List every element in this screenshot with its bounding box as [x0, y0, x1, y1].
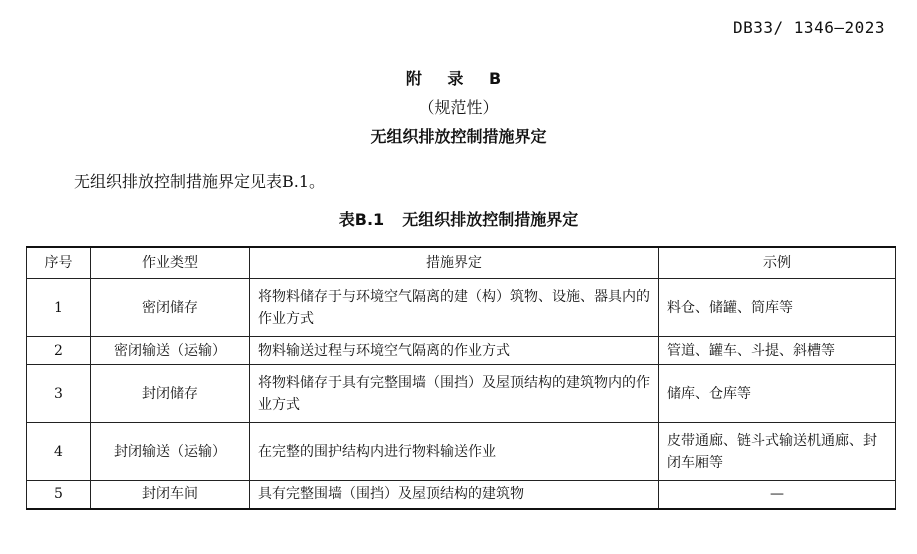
cell-no: 5: [27, 481, 91, 509]
cell-no: 2: [27, 337, 91, 365]
appendix-subtitle: 无组织排放控制措施界定: [370, 127, 547, 146]
header-example: 示例: [659, 247, 896, 279]
table-row: [27, 279, 896, 337]
measures-table: [26, 246, 896, 510]
cell-example: 储库、仓库等: [659, 365, 896, 423]
cell-example: 料仓、储罐、筒库等: [659, 279, 896, 337]
table-row: [27, 337, 896, 365]
cell-example: 皮带通廊、链斗式输送机通廊、封闭车厢等: [659, 423, 896, 481]
cell-definition: 具有完整围墙（围挡）及屋顶结构的建筑物: [250, 481, 659, 509]
cell-definition: 将物料储存于与环境空气隔离的建（构）筑物、设施、器具内的作业方式: [250, 279, 659, 337]
table-caption: [0, 207, 917, 230]
cell-no: 3: [27, 365, 91, 423]
table-row: [27, 423, 896, 481]
header-type: 作业类型: [91, 247, 250, 279]
cell-no: 1: [27, 279, 91, 337]
table-row: [27, 365, 896, 423]
header-definition: 措施界定: [250, 247, 659, 279]
cell-definition: 物料输送过程与环境空气隔离的作业方式: [250, 337, 659, 365]
cell-example: 管道、罐车、斗提、斜槽等: [659, 337, 896, 365]
document-code: DB33/ 1346—2023: [733, 18, 885, 37]
cell-example: —: [659, 481, 896, 509]
table-caption-number: 表B.1: [338, 210, 385, 229]
cell-type: 封闭车间: [91, 481, 250, 509]
appendix-nature: （规范性）: [418, 98, 499, 117]
cell-type: 封闭储存: [91, 365, 250, 423]
cell-type: 密闭输送（运输）: [91, 337, 250, 365]
table-caption-title: 无组织排放控制措施界定: [402, 210, 579, 229]
header-no: 序号: [27, 247, 91, 279]
cell-no: 4: [27, 423, 91, 481]
appendix-title: 附 录 B: [405, 69, 512, 88]
intro-paragraph: 无组织排放控制措施界定见表B.1。: [74, 172, 326, 191]
cell-definition: 将物料储存于具有完整围墙（围挡）及屋顶结构的建筑物内的作业方式: [250, 365, 659, 423]
cell-definition: 在完整的围护结构内进行物料输送作业: [250, 423, 659, 481]
cell-type: 封闭输送（运输）: [91, 423, 250, 481]
table-header-row: [27, 247, 896, 279]
table-row: [27, 481, 896, 509]
cell-type: 密闭储存: [91, 279, 250, 337]
